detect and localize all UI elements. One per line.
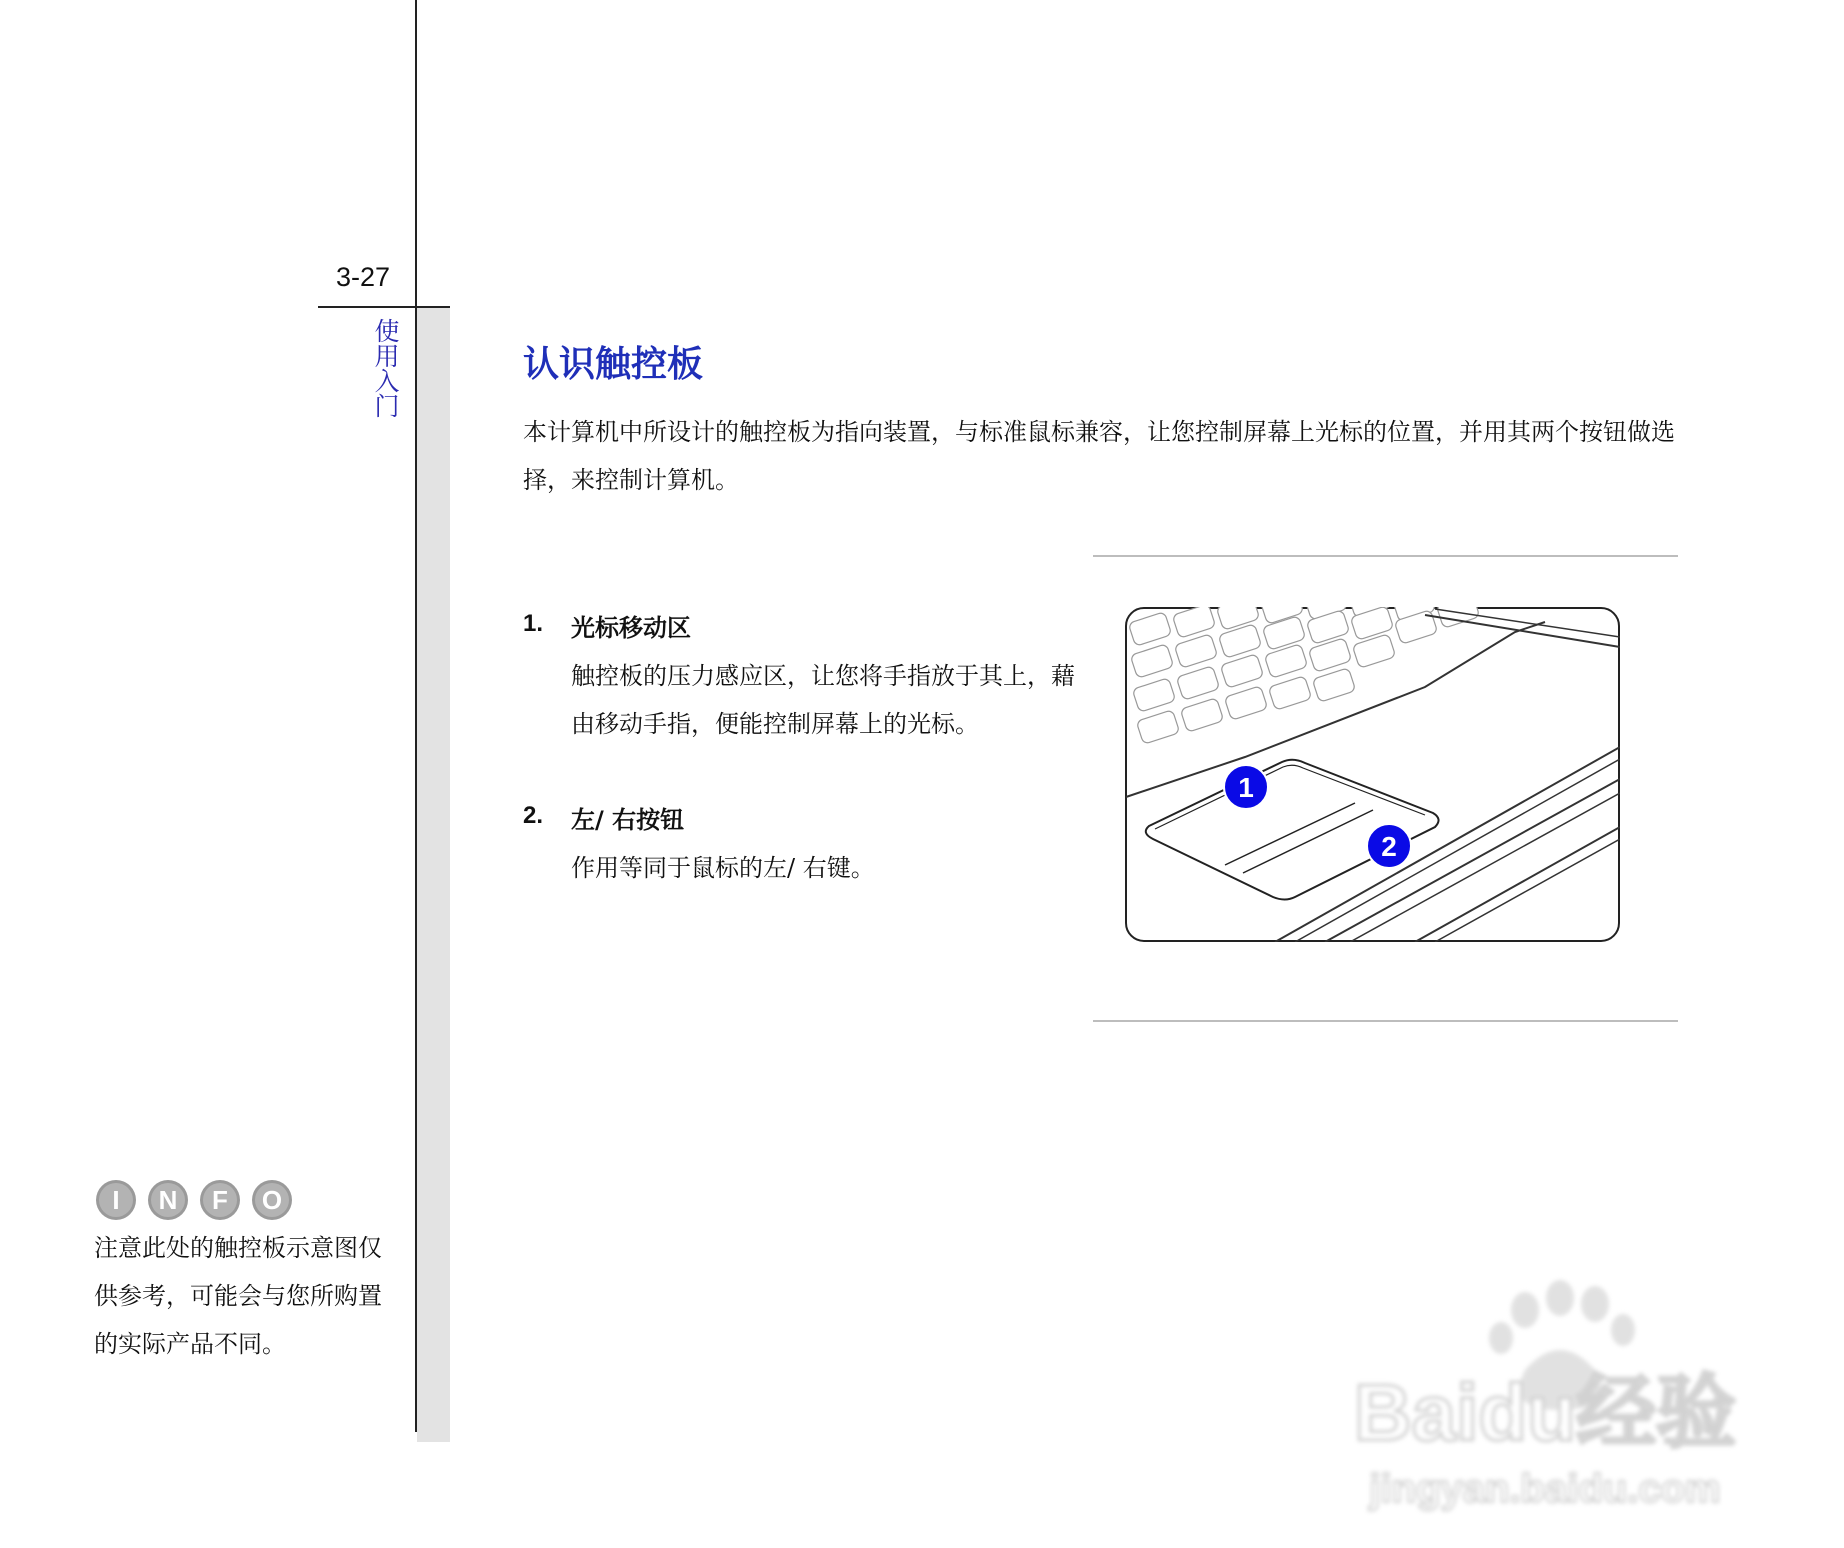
item-body: 作用等同于鼠标的左/ 右键。 (571, 854, 875, 882)
info-icon (94, 1178, 298, 1222)
info-note: 注意此处的触控板示意图仅供参考，可能会与您所购置的实际产品不同。 (94, 1234, 382, 1358)
callout-2-label: 2 (1381, 831, 1397, 862)
item-heading: 左/ 右按钮 (571, 806, 685, 834)
touchpad-illustration (1125, 607, 1620, 942)
chapter-label: 使用入门 (371, 318, 400, 418)
item-body: 触控板的压力感应区，让您将手指放于其上，藉由移动手指，便能控制屏幕上的光标。 (571, 662, 1075, 738)
margin-gray-strip (417, 307, 450, 1442)
baidu-watermark (1325, 1280, 1765, 1520)
page-number: 3-27 (335, 262, 390, 292)
section-intro: 本计算机中所设计的触控板为指向装置，与标准鼠标兼容，让您控制屏幕上光标的位置，并用其两个按钮做选择，来控制计算机。 (523, 418, 1675, 494)
section-title: 认识触控板 (523, 344, 704, 385)
info-letter-o: O (261, 1185, 283, 1215)
item-number: 1. (523, 610, 544, 637)
info-letter-n: N (158, 1185, 178, 1215)
callout-1-label: 1 (1238, 772, 1254, 803)
info-letter-i: I (112, 1185, 120, 1215)
callout-2 (1367, 824, 1411, 868)
item-heading: 光标移动区 (571, 614, 691, 642)
watermark-brand: Baidu经验 (1353, 1368, 1737, 1457)
callout-1 (1224, 765, 1268, 809)
figure-bottom-rule (1093, 1020, 1678, 1022)
watermark-url: jingyan.baidu.com (1369, 1467, 1721, 1511)
page-number-rule (318, 306, 450, 308)
figure-top-rule (1093, 555, 1678, 557)
info-letter-f: F (212, 1185, 228, 1215)
item-number: 2. (523, 802, 544, 829)
